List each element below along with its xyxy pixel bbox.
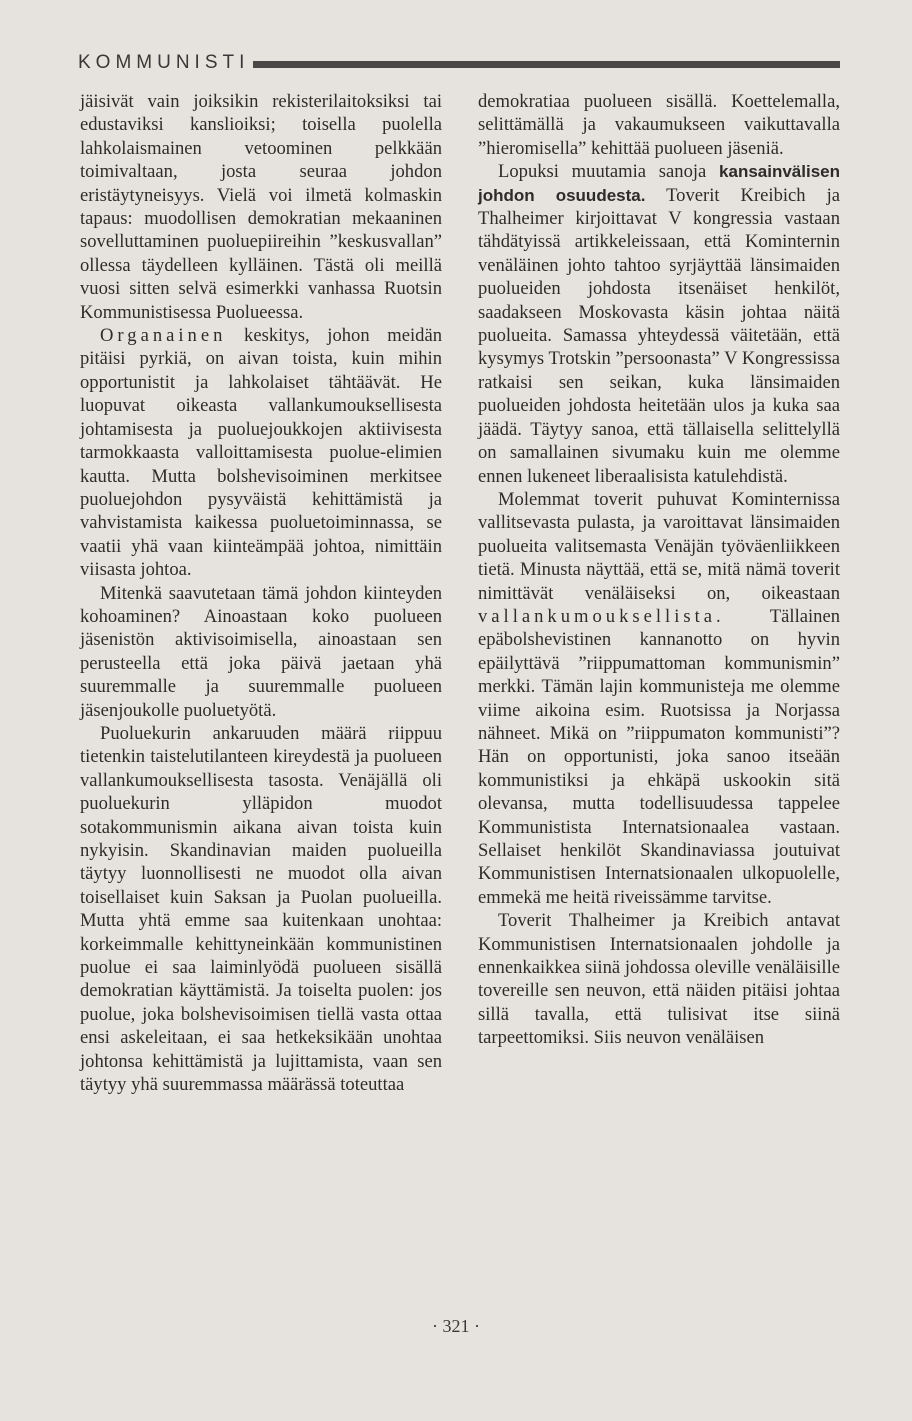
paragraph: jäisivät vain joiksikin rekisterilaitoksiksi tai edustaviksi kanslioiksi; toisella puolella lahkolaismainen vetoominen pelkkään toimivaltaan, josta seuraa johdon eristäytyneisyys. Vielä voi ilmetä kolmaskin tapaus: muodollisen demokratian mekaaninen sovelluttaminen puoluepiireihin ”keskusvallan” ollessa täydelleen kylläinen. Tästä oli meillä vuosi sitten selvä esimerkki vanhassa Ruotsin Kommunistisessa Puolueessa. xyxy=(80,91,442,323)
paragraph: Mitenkä saavutetaan tämä johdon kiinteyden kohoaminen? Ainoastaan koko puolueen jäsenistön aktivisoimisella, ainoastaan sen perusteella että joka päivä jaetaan yhä suuremmalle ja suuremmalle puolueen jäsenjoukolle puoluetyötä. xyxy=(80,582,442,721)
paragraph: demokratiaa puolueen sisällä. Koettelemalla, selittämällä ja vakaumukseen vaikuttavalla ”hieromisella” kehittää puolueen jäseniä. xyxy=(478,91,840,159)
page-number: · 321 · xyxy=(432,1316,480,1336)
journal-title: KOMMUNISTI xyxy=(78,52,250,73)
paragraph xyxy=(478,160,840,488)
left-column xyxy=(80,90,442,1096)
paragraph: Toverit Thalheimer ja Kreibich antavat Kommunistisen Internatsionaalen johdolle ja ennenkaikkea siinä johdossa oleville venäläisille tovereille sen neuvon, että näiden pitäisi johtaa sillä tavalla, että tulisivat itse siinä tarpeettomiksi. Siis neuvon venäläisen xyxy=(478,910,840,1049)
paragraph-text: Lopuksi muutamia sanoja xyxy=(498,161,707,183)
paragraph xyxy=(80,324,442,581)
paragraph-text: . Tällainen epäbolshevistinen kannanotto on hyvin epäilyttävä ”riippumattoman kommunismin” merkki. Tämän lajin kommunisteja me olemme viime aikoina esim. Ruotsissa ja Norjassa nähneet. Mikä on ”riippumaton kommunisti”? Hän on opportunisti, joka sanoo itseään kommunistiksi ja ehkäpä uskookin sitä olevansa, mutta todellisuudessa tappelee Kommunistista Internatsionaalea vastaan. Sellaiset henkilöt Skandinaviassa joutuivat Kommunistisen Internatsionaalen ulkopuolelle, emmekä me heitä riveissämme tarvitse. xyxy=(478,605,840,908)
right-column xyxy=(478,90,840,1050)
paragraph-text: Toverit Kreibich ja Thalheimer kirjoittavat V kongressia vastaan tähdätyissä artikkeleissaan, että Kominternin venäläinen johto tahtoo syrjäyttää länsimaiden puolueiden johdosta itsenäiset henkilöt, saadakseen Moskovasta käsin johtaa näitä puolueita. Samassa yhteydessä väitetään, että kysymys Trotskin ”persoonasta” V Kongressissa ratkaisi sen seikan, kuka länsimaiden puolueiden johdosta heitetään ulos ja kuka saa jäädä. Täytyy sanoa, että tällaisella selittelyllä on samallainen sivumaku kuin me olemme ennen lukeneet liberaalisista katulehdistä. xyxy=(478,184,840,487)
paragraph: Puoluekurin ankaruuden määrä riippuu tietenkin taistelutilanteen kireydestä ja puolueen vallankumouksellisesta tasosta. Venäjällä oli puoluekurin ylläpidon muodot sotakommunismin aikana aivan toista kuin nykyisin. Skandinavian maiden puolueilla täytyy luonnollisesti ne muodot olla aivan toisellaiset kuin Saksan ja Puolan puolueilla. Mutta yhtä emme saa kuitenkaan unohtaa: korkeimmalle kehittyneinkään kommunistinen puolue ei saa laiminlyödä puolueen sisällä demokratian käyttämistä. Ja toiselta puolen: jos puolue, joka bolshevisoimisen tiellä vasta ottaa ensi askeleitaan, ei saa hetkeksikään unohtaa johtonsa kehittämistä ja lujittamista, vaan sen täytyy yhä suuremmassa määrässä toteuttaa xyxy=(80,722,442,1096)
bold-phrase: kansainvälisen johdon osuudesta. xyxy=(478,162,840,205)
paragraph-text: Molemmat toverit puhuvat Kominternissa vallitsevasta pulasta, ja varoittavat länsimaiden puolueita valitsemasta Venäjän työväenliikkeen tietä. Minusta näyttää, että se, mitä nämä toverit nimittävät venäläiseksi on, oikeastaan xyxy=(478,488,840,604)
paragraph xyxy=(478,488,840,909)
spaced-word: Organainen xyxy=(100,325,227,347)
spaced-word: vallankumouksellista xyxy=(478,605,717,627)
header-rule xyxy=(253,61,840,68)
running-header xyxy=(78,44,840,74)
paragraph-text: keskitys, johon meidän pitäisi pyrkiä, on aivan toista, kuin mihin opportunistit ja lahkolaiset tähtäävät. He luopuvat oikeasta vallankumouksellisesta johtamisesta ja puoluejoukkojen aktiivisesta tarmokkaasta valloittamisesta puolue-elimien kautta. Mutta bolshevisoiminen merkitsee puoluejohdon pysyväistä kehittämistä ja vahvistamista kaikessa puoluetoiminnassa, se vaatii yhä vaan kiinteämpää johtoa, nimittäin viisasta johtoa. xyxy=(80,325,442,581)
